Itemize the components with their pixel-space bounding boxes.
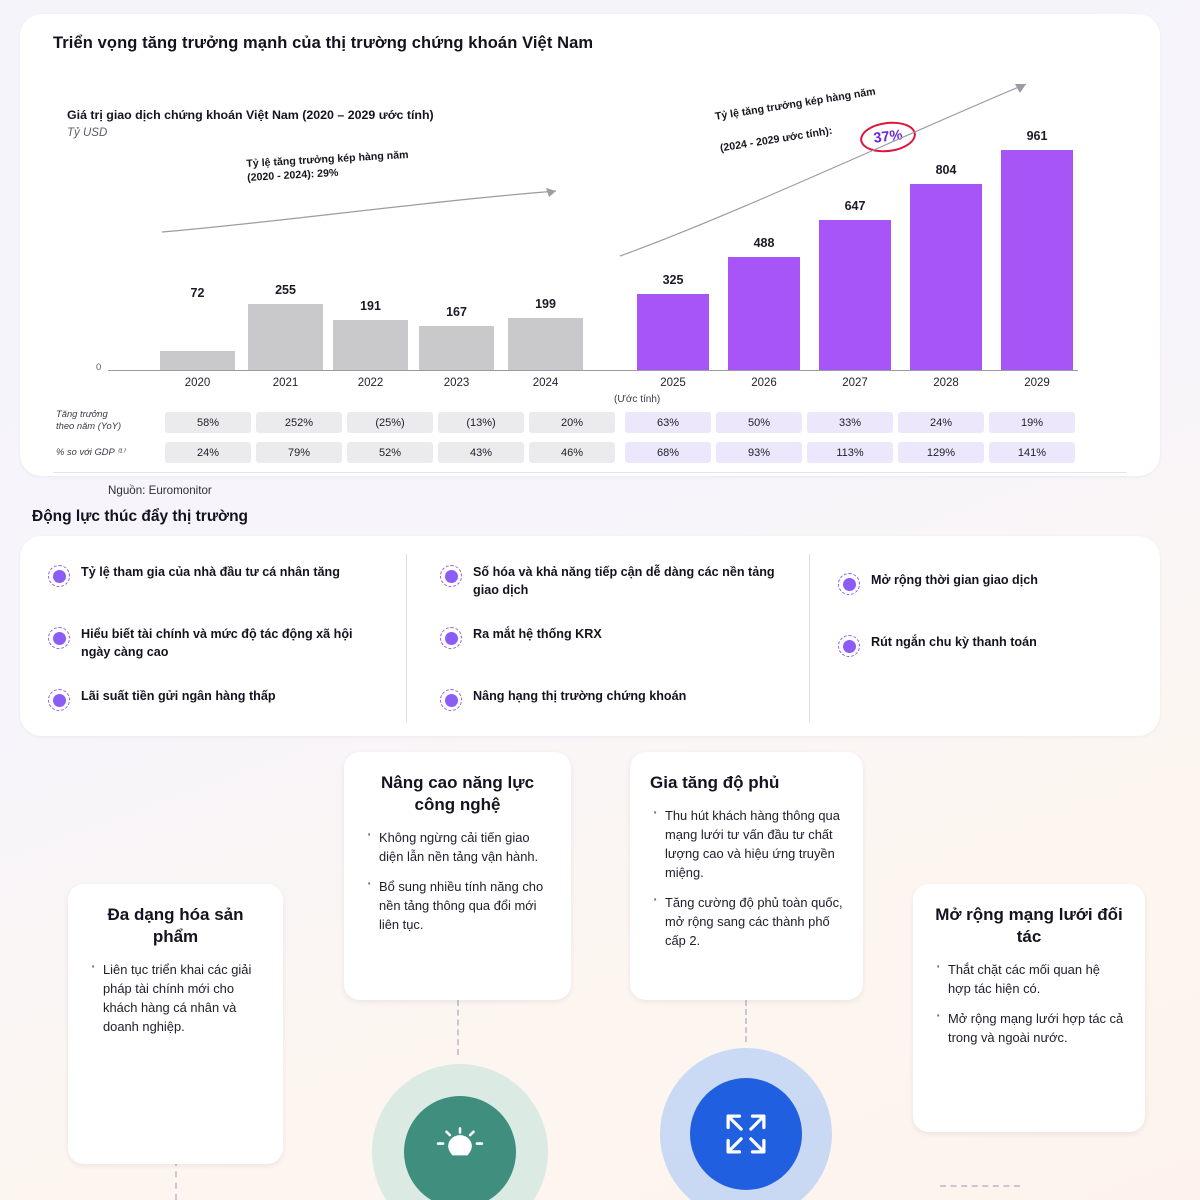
strategy-card-title: Mở rộng mạng lưới đối tác [935, 905, 1123, 946]
bullet-icon [440, 689, 462, 711]
connector-coverage [745, 1000, 747, 1042]
bullet-icon [440, 565, 462, 587]
cell-yoy-2020: 58% [165, 412, 251, 433]
driver-item-3-2 [838, 634, 1138, 657]
cell-gdp-2029: 141% [989, 442, 1075, 463]
cell-yoy-2021: 252% [256, 412, 342, 433]
cagr-right-line2: (2024 - 2029 ước tính): [719, 125, 834, 155]
driver-item-1-1 [48, 564, 378, 587]
cell-yoy-2025: 63% [625, 412, 711, 433]
cell-gdp-2028: 129% [898, 442, 984, 463]
drivers-divider-2 [809, 554, 810, 722]
cell-yoy-2024: 20% [529, 412, 615, 433]
x-axis-left [108, 370, 598, 371]
cell-gdp-2022: 52% [347, 442, 433, 463]
x-tick-2021: 2021 [272, 377, 299, 389]
table-row-label-yoy [56, 408, 156, 432]
strategy-card-item: · Thu hút khách hàng thông qua mạng lưới tư vấn đầu tư chất lượng cao và hiệu ứng truyền miệng. [650, 806, 843, 882]
driver-label: Nâng hạng thị trường chứng khoán [473, 689, 687, 703]
strategy-card-item: · Tăng cường độ phủ toàn quốc, mở rộng sang các thành phố cấp 2. [650, 893, 843, 950]
strategy-card-product [68, 884, 283, 1164]
drivers-card [20, 536, 1160, 736]
cell-yoy-2023: (13%) [438, 412, 524, 433]
drivers-divider-1 [406, 554, 407, 722]
bar-2021 [248, 283, 323, 370]
cell-gdp-2026: 93% [716, 442, 802, 463]
lightbulb-gear-icon [433, 1125, 487, 1179]
driver-label: Lãi suất tiền gửi ngân hàng thấp [81, 689, 276, 703]
strategy-card-title: Đa dạng hóa sản phẩm [107, 905, 244, 946]
x-tick-2025: 2025 [660, 377, 686, 389]
driver-item-2-2 [440, 626, 785, 649]
expand-arrows-icon [720, 1108, 772, 1160]
strategy-card-list [364, 828, 551, 934]
x-tick-2028: 2028 [933, 377, 959, 389]
driver-label: Mở rộng thời gian giao dịch [871, 573, 1038, 587]
bar-2024 [508, 297, 583, 370]
strategy-card-item: · Không ngừng cải tiến giao diện lẫn nền tảng vận hành. [364, 828, 551, 866]
connector-partner [940, 1185, 1020, 1187]
cell-yoy-2022: (25%) [347, 412, 433, 433]
cagr-left-line1: Tỷ lệ tăng trưởng kép hàng năm [246, 148, 409, 170]
chart-source: Nguồn: Euromonitor [108, 484, 212, 497]
bullet-icon [48, 565, 70, 587]
cell-yoy-2029: 19% [989, 412, 1075, 433]
chart-plot-area [20, 14, 1160, 476]
driver-item-2-1 [440, 564, 785, 600]
x-tick-2023: 2023 [443, 377, 470, 389]
bar-2023 [419, 305, 494, 370]
bar-value-2022: 191 [360, 299, 381, 313]
cagr-right-line1: Tỷ lệ tăng trưởng kép hàng năm [714, 85, 877, 123]
cell-yoy-2027: 33% [807, 412, 893, 433]
cell-gdp-2025: 68% [625, 442, 711, 463]
y-axis-zero-label: 0 [96, 362, 102, 373]
strategy-card-list [933, 960, 1125, 1047]
coverage-icon-badge [690, 1078, 802, 1190]
driver-label: Rút ngắn chu kỳ thanh toán [871, 635, 1037, 649]
yoy-label-line2: theo năm (YoY) [56, 419, 122, 431]
cell-gdp-2027: 113% [807, 442, 893, 463]
strategy-card-item: · Mở rộng mạng lưới hợp tác cả trong và ngoài nước. [933, 1009, 1125, 1047]
estimate-note: (Ước tính) [614, 394, 661, 405]
bar-2025 [637, 273, 709, 370]
cell-gdp-2020: 24% [165, 442, 251, 463]
bar-2020 [160, 286, 235, 370]
bar-2028 [910, 163, 982, 370]
driver-label: Hiểu biết tài chính và mức độ tác động xã hội ngày càng cao [81, 627, 353, 659]
cagr-left-line2: (2020 - 2024): 29% [246, 167, 339, 185]
page-title: Triển vọng tăng trưởng mạnh của thị trường chứng khoán Việt Nam [53, 34, 594, 52]
card-divider [53, 472, 1127, 473]
x-tick-2024: 2024 [532, 377, 559, 389]
yoy-label-line1: Tăng trưởng [56, 408, 108, 419]
strategy-card-item: · Liên tục triển khai các giải pháp tài chính mới cho khách hàng cá nhân và doanh nghiệp. [88, 960, 263, 1036]
x-tick-2026: 2026 [751, 377, 777, 389]
bullet-icon [440, 627, 462, 649]
cell-gdp-2023: 43% [438, 442, 524, 463]
strategy-card-item: · Bổ sung nhiều tính năng cho nền tảng thông qua đổi mới liên tục. [364, 877, 551, 934]
bar-value-2021: 255 [275, 283, 296, 297]
chart-card [20, 14, 1160, 497]
driver-label: Tỷ lệ tham gia của nhà đầu tư cá nhân tăng [81, 565, 340, 579]
bar-value-2028: 804 [935, 163, 957, 177]
chart-unit-label: Tỷ USD [67, 127, 108, 139]
bar-value-2025: 325 [662, 273, 684, 287]
cell-gdp-2024: 46% [529, 442, 615, 463]
bullet-icon [48, 627, 70, 649]
bar-value-2027: 647 [844, 199, 866, 213]
bullet-icon [48, 689, 70, 711]
bar-2026 [728, 236, 800, 370]
bar-value-2029: 961 [1026, 129, 1048, 143]
chart-subtitle: Giá trị giao dịch chứng khoán Việt Nam (2020 – 2029 ước tính) [67, 108, 434, 122]
tech-icon-badge [404, 1096, 516, 1200]
driver-label: Ra mắt hệ thống KRX [473, 627, 602, 641]
driver-item-3-1 [838, 572, 1138, 595]
x-tick-2020: 2020 [184, 377, 211, 389]
strategy-card-partner [913, 884, 1145, 1132]
driver-item-1-3 [48, 688, 378, 711]
bar-2029 [1001, 129, 1073, 370]
x-tick-2022: 2022 [357, 377, 384, 389]
strategy-card-item: · Thắt chặt các mối quan hệ hợp tác hiện có. [933, 960, 1125, 998]
bar-value-2020: 72 [190, 286, 205, 300]
strategy-card-coverage [630, 752, 863, 1000]
connector-product [175, 1160, 177, 1200]
driver-label: Số hóa và khả năng tiếp cận dễ dàng các nền tảng giao dịch [473, 565, 775, 597]
driver-item-1-2 [48, 626, 378, 662]
cell-gdp-2021: 79% [256, 442, 342, 463]
strategy-card-title: Gia tăng độ phủ [650, 773, 780, 792]
strategy-card-title: Nâng cao năng lực công nghệ [380, 773, 535, 814]
cagr-badge: 37% [858, 119, 917, 156]
cell-yoy-2026: 50% [716, 412, 802, 433]
x-axis-right [598, 370, 1078, 371]
bar-value-2026: 488 [753, 236, 775, 250]
table-row-label-gdp: % so với GDP ⁽¹⁾ [56, 446, 125, 457]
cell-yoy-2028: 24% [898, 412, 984, 433]
x-tick-2029: 2029 [1024, 377, 1050, 389]
strategy-card-list [88, 960, 263, 1036]
bar-value-2023: 167 [446, 305, 467, 319]
drivers-title: Động lực thúc đẩy thị trường [32, 508, 249, 525]
x-tick-2027: 2027 [842, 377, 868, 389]
driver-item-2-3 [440, 688, 785, 711]
bar-2027 [819, 199, 891, 370]
bar-2022 [333, 299, 408, 370]
bullet-icon [838, 635, 860, 657]
strategy-card-list [650, 806, 843, 951]
connector-tech [457, 1000, 459, 1055]
bullet-icon [838, 573, 860, 595]
bar-value-2024: 199 [535, 297, 556, 311]
strategy-card-tech [344, 752, 571, 1000]
